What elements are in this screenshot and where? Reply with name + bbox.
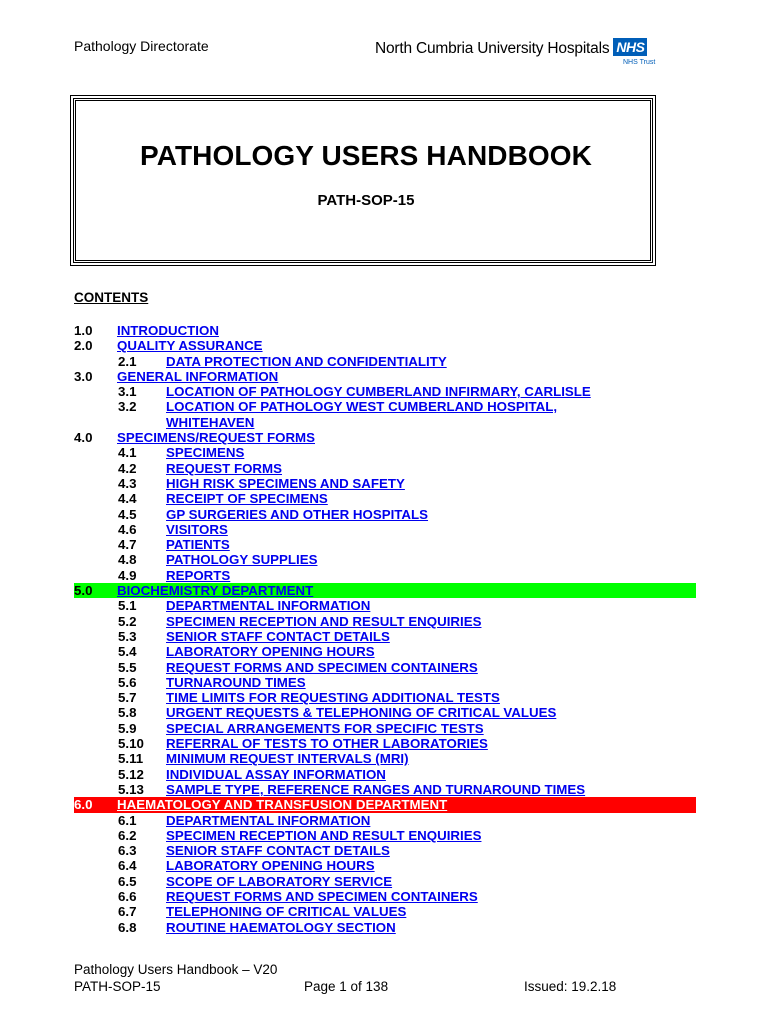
toc-entry-number: 4.7 bbox=[118, 537, 137, 553]
toc-entry-link[interactable]: DEPARTMENTAL INFORMATION bbox=[166, 598, 371, 614]
toc-entry[interactable] bbox=[74, 491, 696, 506]
document-title: PATHOLOGY USERS HANDBOOK bbox=[140, 140, 592, 171]
toc-entry-link[interactable]: ROUTINE HAEMATOLOGY SECTION bbox=[166, 919, 396, 935]
toc-entry[interactable] bbox=[74, 629, 696, 644]
toc-entry-link[interactable]: INTRODUCTION bbox=[117, 323, 219, 338]
toc-entry[interactable] bbox=[74, 598, 696, 613]
toc-entry-link[interactable]: QUALITY ASSURANCE bbox=[117, 338, 263, 354]
toc-entry-link[interactable]: REQUEST FORMS bbox=[166, 460, 282, 476]
toc-entry-link[interactable]: SENIOR STAFF CONTACT DETAILS bbox=[166, 628, 390, 644]
toc-entry[interactable] bbox=[74, 476, 696, 491]
document-code: PATH-SOP-15 bbox=[317, 192, 415, 209]
toc-entry-number: 6.2 bbox=[118, 827, 137, 843]
toc-entry-link[interactable]: PATHOLOGY SUPPLIES bbox=[166, 552, 318, 568]
toc-entry-link[interactable]: REQUEST FORMS AND SPECIMEN CONTAINERS bbox=[166, 659, 478, 675]
toc-entry-number: 4.5 bbox=[118, 506, 137, 522]
toc-entry-number: 6.4 bbox=[118, 858, 137, 874]
toc-entry-link[interactable]: HAEMATOLOGY AND TRANSFUSION DEPARTMENT bbox=[117, 797, 448, 813]
toc-entry-link[interactable]: MINIMUM REQUEST INTERVALS (MRI) bbox=[166, 751, 409, 767]
toc-entry-number: 6.7 bbox=[118, 904, 137, 920]
toc-entry-link[interactable]: REFERRAL OF TESTS TO OTHER LABORATORIES bbox=[166, 736, 488, 752]
toc-entry-number: 3.0 bbox=[74, 368, 93, 384]
footer-issued-date: Issued: 19.2.18 bbox=[524, 979, 617, 994]
toc-entry-number: 6.1 bbox=[118, 812, 137, 828]
toc-entry[interactable] bbox=[74, 430, 696, 445]
toc-entry-link[interactable]: RECEIPT OF SPECIMENS bbox=[166, 491, 328, 507]
toc-entry[interactable] bbox=[74, 904, 696, 919]
toc-entry-link[interactable]: SPECIAL ARRANGEMENTS FOR SPECIFIC TESTS bbox=[166, 720, 484, 736]
nhs-trust-label: NHS Trust bbox=[623, 59, 656, 66]
toc-entry[interactable] bbox=[74, 552, 696, 567]
toc-entry-link[interactable]: REPORTS bbox=[166, 567, 231, 583]
toc-entry-link[interactable]: BIOCHEMISTRY DEPARTMENT bbox=[117, 583, 314, 599]
toc-entry[interactable] bbox=[74, 705, 696, 720]
toc-entry-link[interactable]: LOCATION OF PATHOLOGY CUMBERLAND INFIRMARY, CARLISLE bbox=[166, 384, 591, 400]
toc-entry-link[interactable]: HIGH RISK SPECIMENS AND SAFETY bbox=[166, 475, 405, 491]
toc-entry-link[interactable]: TURNAROUND TIMES bbox=[166, 674, 306, 690]
toc-entry-link[interactable]: PATIENTS bbox=[166, 537, 230, 553]
toc-entry-number: 4.9 bbox=[118, 567, 137, 583]
toc-entry-link[interactable]: SPECIMEN RECEPTION AND RESULT ENQUIRIES bbox=[166, 827, 482, 843]
footer-line bbox=[74, 979, 634, 996]
toc-entry-number: 1.0 bbox=[74, 323, 93, 338]
toc-entry-link[interactable]: REQUEST FORMS AND SPECIMEN CONTAINERS bbox=[166, 888, 478, 904]
toc-entry-link[interactable]: SPECIMENS bbox=[166, 445, 245, 461]
toc-entry[interactable] bbox=[74, 767, 696, 782]
toc-entry-number: 5.0 bbox=[74, 583, 93, 599]
title-box bbox=[73, 98, 653, 263]
toc-entry-number: 5.10 bbox=[118, 736, 144, 752]
toc-entry-number: 4.3 bbox=[118, 475, 137, 491]
toc-entry-number: 4.1 bbox=[118, 445, 137, 461]
toc-entry[interactable] bbox=[74, 828, 696, 843]
toc-entry[interactable] bbox=[74, 384, 696, 399]
toc-entry-number: 4.8 bbox=[118, 552, 137, 568]
toc-entry-link[interactable]: URGENT REQUESTS & TELEPHONING OF CRITICAL VALUES bbox=[166, 705, 557, 721]
toc-entry[interactable] bbox=[74, 323, 696, 338]
toc-entry-number: 6.3 bbox=[118, 843, 137, 859]
toc-entry[interactable] bbox=[74, 920, 696, 935]
nhs-logo: NHS bbox=[613, 38, 647, 56]
toc-entry-link[interactable]: LABORATORY OPENING HOURS bbox=[166, 644, 375, 660]
toc-entry[interactable] bbox=[74, 690, 696, 705]
toc-entry-link[interactable]: SCOPE OF LABORATORY SERVICE bbox=[166, 873, 393, 889]
toc-entry[interactable] bbox=[74, 858, 696, 873]
toc-entry[interactable] bbox=[74, 889, 696, 904]
toc-entry-number: 5.8 bbox=[118, 705, 137, 721]
toc-entry-number: 5.6 bbox=[118, 674, 137, 690]
footer-code: PATH-SOP-15 bbox=[74, 979, 161, 994]
toc-entry-number: 6.6 bbox=[118, 888, 137, 904]
toc-entry-link[interactable]: DEPARTMENTAL INFORMATION bbox=[166, 812, 371, 828]
toc-entry-number: 5.1 bbox=[118, 598, 137, 614]
footer-page-number: Page 1 of 138 bbox=[304, 979, 389, 994]
toc-entry[interactable] bbox=[74, 583, 696, 598]
toc-entry-number: 4.4 bbox=[118, 491, 137, 507]
toc-entry[interactable] bbox=[74, 843, 696, 858]
toc-entry-number: 2.0 bbox=[74, 338, 93, 354]
toc-entry[interactable] bbox=[74, 751, 696, 766]
toc-entry-number: 5.4 bbox=[118, 644, 137, 660]
toc-entry-link[interactable]: LOCATION OF PATHOLOGY WEST CUMBERLAND HOSPITAL, bbox=[166, 399, 558, 415]
toc-entry-link[interactable]: GP SURGERIES AND OTHER HOSPITALS bbox=[166, 506, 429, 522]
page-footer bbox=[74, 962, 634, 996]
toc-entry[interactable] bbox=[74, 354, 696, 369]
toc-entry-link[interactable]: LABORATORY OPENING HOURS bbox=[166, 858, 375, 874]
toc-entry-number: 6.8 bbox=[118, 919, 137, 935]
toc-entry[interactable] bbox=[74, 445, 696, 460]
toc-entry-number: 2.1 bbox=[118, 353, 137, 369]
header-organisation: North Cumbria University Hospitals bbox=[375, 40, 610, 57]
toc-entry-number: 5.9 bbox=[118, 720, 137, 736]
table-of-contents bbox=[74, 323, 696, 935]
toc-entry[interactable] bbox=[74, 675, 696, 690]
toc-entry[interactable] bbox=[74, 660, 696, 675]
toc-entry-link[interactable]: SPECIMEN RECEPTION AND RESULT ENQUIRIES bbox=[166, 613, 482, 629]
toc-entry-link[interactable]: DATA PROTECTION AND CONFIDENTIALITY bbox=[166, 353, 447, 369]
toc-entry-number: 5.2 bbox=[118, 613, 137, 629]
toc-entry-number: 4.0 bbox=[74, 430, 93, 446]
contents-heading: CONTENTS bbox=[74, 290, 149, 305]
toc-entry[interactable] bbox=[74, 721, 696, 736]
toc-entry-number: 5.13 bbox=[118, 781, 144, 797]
toc-entry[interactable] bbox=[74, 568, 696, 583]
toc-entry-number: 5.12 bbox=[118, 766, 144, 782]
toc-entry[interactable] bbox=[74, 736, 696, 751]
toc-entry-number: 6.0 bbox=[74, 797, 93, 813]
toc-entry-number: 5.7 bbox=[118, 690, 137, 706]
toc-entry-number: 4.6 bbox=[118, 521, 137, 537]
toc-entry[interactable] bbox=[74, 614, 696, 629]
toc-entry[interactable] bbox=[74, 797, 696, 812]
toc-entry-link[interactable]: INDIVIDUAL ASSAY INFORMATION bbox=[166, 766, 386, 782]
toc-entry-number: 3.1 bbox=[118, 384, 137, 400]
toc-entry[interactable] bbox=[74, 369, 696, 384]
toc-entry-link[interactable]: TIME LIMITS FOR REQUESTING ADDITIONAL TESTS bbox=[166, 690, 500, 706]
toc-entry[interactable] bbox=[74, 461, 696, 476]
toc-entry-number: 5.3 bbox=[118, 628, 137, 644]
toc-entry-number: 5.5 bbox=[118, 659, 137, 675]
toc-entry[interactable] bbox=[74, 644, 696, 659]
toc-entry-number: 3.2 bbox=[118, 399, 137, 415]
toc-entry[interactable] bbox=[74, 399, 696, 414]
toc-entry[interactable] bbox=[74, 522, 696, 537]
footer-handbook-version: Pathology Users Handbook – V20 bbox=[74, 962, 278, 977]
toc-entry-link[interactable]: SENIOR STAFF CONTACT DETAILS bbox=[166, 843, 390, 859]
toc-entry[interactable] bbox=[74, 782, 696, 797]
toc-entry[interactable] bbox=[74, 813, 696, 828]
toc-entry[interactable] bbox=[74, 537, 696, 552]
toc-entry[interactable] bbox=[74, 415, 696, 430]
header-organisation-block bbox=[375, 38, 656, 66]
toc-entry-number: 4.2 bbox=[118, 460, 137, 476]
toc-entry-link[interactable]: GENERAL INFORMATION bbox=[117, 368, 279, 384]
toc-entry-link[interactable]: SPECIMENS/REQUEST FORMS bbox=[117, 430, 315, 446]
toc-entry-number: 6.5 bbox=[118, 873, 137, 889]
toc-entry-link[interactable]: TELEPHONING OF CRITICAL VALUES bbox=[166, 904, 407, 920]
toc-entry-link[interactable]: WHITEHAVEN bbox=[166, 414, 255, 430]
toc-entry[interactable] bbox=[74, 874, 696, 889]
toc-entry-link[interactable]: VISITORS bbox=[166, 521, 228, 537]
toc-entry[interactable] bbox=[74, 338, 696, 353]
toc-entry[interactable] bbox=[74, 507, 696, 522]
toc-entry-link[interactable]: SAMPLE TYPE, REFERENCE RANGES AND TURNAROUND TIMES bbox=[166, 781, 586, 797]
header-directorate: Pathology Directorate bbox=[74, 38, 209, 54]
toc-entry-number: 5.11 bbox=[118, 751, 144, 767]
